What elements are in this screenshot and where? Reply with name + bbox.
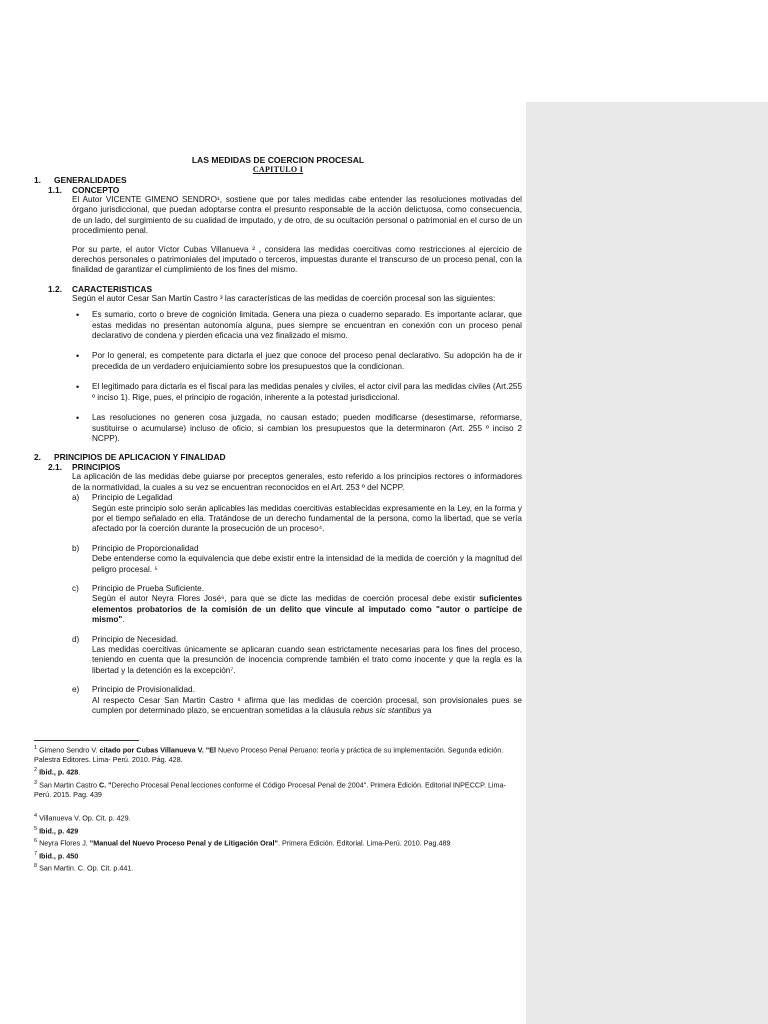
footnote-divider	[34, 740, 139, 741]
caracteristicas-list	[72, 310, 522, 444]
footnote: $^8$ San Martin. C. Op. Cit. p.441.	[34, 863, 134, 873]
page-footnotes	[34, 740, 522, 800]
footnote: $^6$ Neyra Flores J. "Manual del Nuevo Proceso Penal y de Litigación Oral". Primera Edición. Editorial. Lima-Perú. 2010. Pag.489	[34, 838, 451, 848]
footnote: $^2$ Ibid., p. 428.	[34, 767, 81, 777]
list-item: • Por lo general, es competente para dictarla el juez que conoce del proceso penal declarativo. Su adopción ha de ir precedida de un verdadero enjuiciamiento sobre los presupuestos que la condicionan.	[76, 351, 522, 371]
document-body	[34, 155, 522, 716]
list-item: • Las resoluciones no generen cosa juzgada, no causan estado; pueden modificarse (desestimarse, reformarse, sustituirse o acumularse) incluso de oficio, si cambian los presupuestos que la determinaron (Art. 255 º inciso 2 NCPP).	[76, 413, 522, 443]
endnotes	[34, 811, 522, 874]
list-item: • El legitimado para dictarla es el fiscal para las medidas penales y civiles, el actor civil para las medidas civiles (Art.255 º inciso 1). Rige, pues, el principio de rogación, inherente a la potestad jurisdiccional.	[76, 382, 522, 402]
section-heading-1: 1. GENERALIDADES	[34, 175, 127, 185]
subsection-heading-2-1: 2.1. PRINCIPIOS	[48, 462, 121, 473]
chapter-subtitle: CAPITULO I	[252, 165, 304, 174]
subsection-heading-1-1: 1.1. CONCEPTO	[48, 185, 120, 195]
concepto-paragraph-2: Por su parte, el autor Víctor Cubas Villanueva ² , considera las medidas coercitivas como restricciones al ejercicio de derechos personales o patrimoniales del imputado o terceros, impuestas durante el transcurso de un proceso penal, con la finalidad de garantizar el cumplimiento de los fines del mismo.	[72, 244, 522, 275]
footnote: $^1$ Gimeno Sendro V. citado por Cubas Villanueva V. "El Nuevo Proceso Penal Peruano: teoría y práctica de su implementación. Segunda edición. Palestra Editores. Lima- Perú. 2010. Pág. 428.	[34, 745, 504, 765]
principle-item-b: b) Principio de Proporcionalidad Debe entenderse como la equivalencia que debe existir entre la intensidad de la medida de coerción y la magnitud del peligro procesal. ⁵	[72, 543, 522, 574]
footnote: $^4$ Villanueva V. Op. Cit. p. 429.	[34, 813, 131, 823]
section-heading-2: 2. PRINCIPIOS DE APLICACION Y FINALIDAD	[34, 452, 226, 463]
document-title: LAS MEDIDAS DE COERCION PROCESAL	[191, 155, 365, 165]
principle-item-e: e) Principio de Provisionalidad. Al respecto Cesar San Martin Castro ⁸ afirma que las medidas de coerción procesal, son provisionales pues se cumplen por determinado plazo, se encuentran sometidas a la cláusula rebus sic stantibus ya	[72, 685, 522, 716]
subsection-heading-1-2: 1.2. CARACTERISTICAS	[48, 283, 153, 294]
footnote: $^5$ Ibid., p. 429	[34, 825, 79, 835]
principle-item-d: d) Principio de Necesidad. Las medidas coercitivas únicamente se aplicaran cuando sean estrictamente necesarias para los fines del proceso, teniendo en cuenta que la presunción de inocencia comprende también el trato como inocente y que la regla es la libertad y la detención es la excepción⁷.	[72, 634, 522, 675]
principle-item-a: a) Principio de Legalidad Según este principio solo serán aplicables las medidas coercitivas establecidas expresamente en la Ley, en la forma y por el tiempo señalado en ella. Tratándose de un derecho fundamental de la persona, como la libertad, que se vería afectado por la coerción durante la prosecución de un proceso⁴.	[72, 493, 522, 534]
footnote: $^3$ San Martin Castro C. "Derecho Procesal Penal lecciones conforme el Código Procesal Penal de 2004". Primera Edición. Editorial INPECCP. Lima- Perú. 2015. Pag. 439	[34, 779, 506, 800]
concepto-paragraph-1: El Autor VICENTE GIMENO SENDRO¹, sostiene que por tales medidas cabe entender las resoluciones motivadas del órgano jurisdiccional, que puedan adoptarse contra el presunto responsable de la acción delictuosa, como consecuencia, de un lado, del surgimiento de su cualidad de imputado, y de otro, de su ocultación personal o patrimonial en el curso de un procedimiento penal.	[72, 195, 522, 236]
footnote: $^7$ Ibid., p. 450	[34, 850, 79, 861]
comment-pane	[526, 102, 768, 1024]
principios-intro: La aplicación de las medidas debe guiarse por preceptos generales, esto referido a los principios rectores o informadores de la normatividad, la cuales a su vez se encuentran reconocidos en el Art. 253 º del NCPP.	[72, 472, 522, 492]
caracteristicas-intro: Según el autor Cesar San Martin Castro ³ las características de las medidas de coerción procesal son las siguientes:	[72, 293, 496, 303]
principle-item-c: c) Principio de Prueba Suficiente. Según el autor Neyra Flores José⁶, para que se dicte las medidas de coerción procesal debe existir suficientes elementos probatorios de la comisión de un delito que vincule al imputado como "autor o partícipe de mismo".	[72, 583, 522, 625]
list-item: • Es sumario, corto o breve de cognición limitada. Genera una pieza o cuaderno separado. Es importante aclarar, que estas medidas no presentan autonomía alguna, pues siempre se encuentran en conexión con un proceso penal declarativo de condena y pierden eficacia una vez finalizado el mismo.	[76, 310, 522, 341]
